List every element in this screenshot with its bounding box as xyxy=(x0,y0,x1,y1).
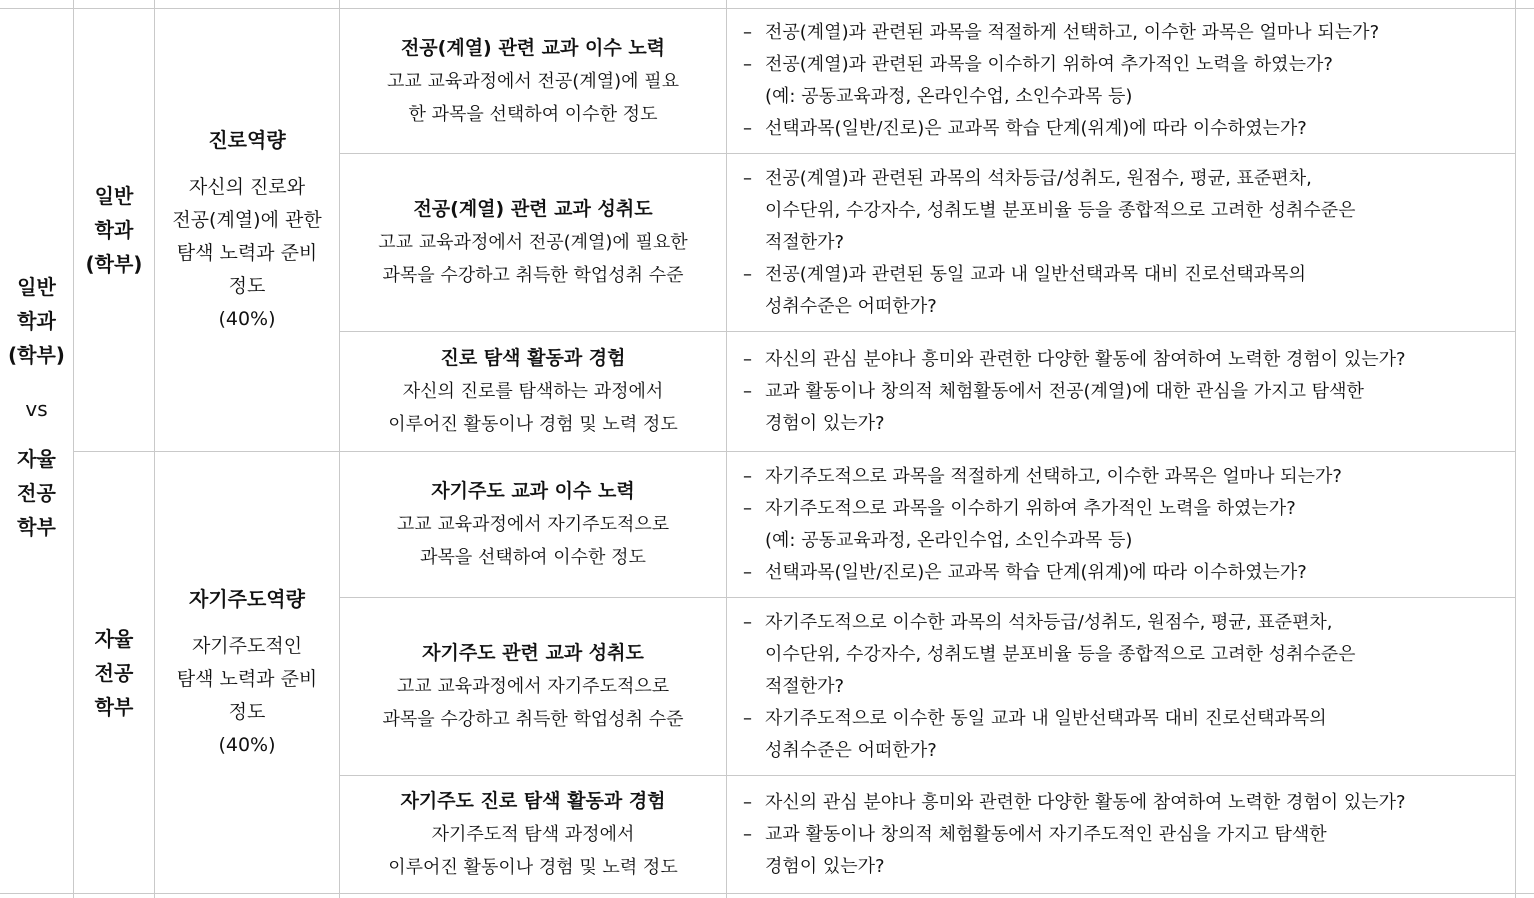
comparison-bottom-line: 학부 xyxy=(17,515,56,539)
question-continuation: 적절한가? xyxy=(765,675,845,697)
evaluation-item xyxy=(340,598,726,775)
question-text: 교과 활동이나 창의적 체험활동에서 전공(계열)에 대한 관심을 가지고 탐색한 xyxy=(765,380,1364,402)
competency-career xyxy=(155,9,339,451)
evaluation-item-title: 자기주도 교과 이수 노력 xyxy=(431,480,635,502)
dash-bullet: – xyxy=(743,118,752,139)
question-item xyxy=(727,787,1515,819)
free-major-line: 학부 xyxy=(94,694,134,719)
evaluation-questions xyxy=(727,332,1515,451)
evaluation-item-desc: 고교 교육과정에서 전공(계열)에 필요 xyxy=(386,70,680,92)
competency-desc-line: 전공(계열)에 관한 xyxy=(172,209,322,231)
evaluation-item-desc: 이루어진 활동이나 경험 및 노력 정도 xyxy=(388,414,678,435)
evaluation-item-desc: 고교 교육과정에서 자기주도적으로 xyxy=(396,514,670,535)
comparison-label xyxy=(0,270,73,600)
dash-bullet: – xyxy=(743,791,752,813)
evaluation-item-desc: 고교 교육과정에서 자기주도적으로 xyxy=(396,676,670,697)
question-item xyxy=(727,163,1515,259)
comparison-bottom-line: 자율 xyxy=(17,447,56,471)
question-text: 자기주도적으로 이수한 과목의 석차등급/성취도, 원점수, 평균, 표준편차, xyxy=(765,611,1333,633)
dash-bullet: – xyxy=(743,707,752,729)
grid-line xyxy=(1515,0,1516,898)
evaluation-item-title: 자기주도 관련 교과 성취도 xyxy=(422,642,644,664)
evaluation-item-desc: 이루어진 활동이나 경험 및 노력 정도 xyxy=(388,857,678,878)
comparison-bottom-line: 전공 xyxy=(17,481,56,505)
question-item xyxy=(727,259,1515,323)
grid-line xyxy=(0,893,1534,894)
evaluation-item xyxy=(340,154,726,331)
competency-desc-line: 자기주도적인 xyxy=(191,635,303,657)
question-text: 자기주도적으로 과목을 적절하게 선택하고, 이수한 과목은 얼마나 되는가? xyxy=(765,465,1342,487)
evaluation-questions xyxy=(727,154,1515,331)
question-text: 자신의 관심 분야나 흥미와 관련한 다양한 활동에 참여하여 노력한 경험이 있는가? xyxy=(765,348,1406,370)
question-item xyxy=(727,113,1515,145)
evaluation-item-desc: 자신의 진로를 탐색하는 과정에서 xyxy=(402,381,664,402)
dash-bullet: – xyxy=(743,22,752,43)
question-text: 전공(계열)과 관련된 과목을 이수하기 위하여 추가적인 노력을 하였는가? xyxy=(765,54,1333,75)
question-text: 선택과목(일반/진로)은 교과목 학습 단계(위계)에 따라 이수하였는가? xyxy=(765,561,1307,583)
evaluation-questions xyxy=(727,9,1515,153)
competency-title: 자기주도역량 xyxy=(189,587,305,611)
dash-bullet: – xyxy=(743,380,752,402)
question-text: 교과 활동이나 창의적 체험활동에서 자기주도적인 관심을 가지고 탐색한 xyxy=(765,823,1327,845)
evaluation-item-title: 전공(계열) 관련 교과 이수 노력 xyxy=(400,36,666,59)
evaluation-item-desc: 고교 교육과정에서 전공(계열)에 필요한 xyxy=(378,232,688,253)
question-continuation: (예: 공동교육과정, 온라인수업, 소인수과목 등) xyxy=(765,86,1133,107)
evaluation-item-desc: 자기주도적 탐색 과정에서 xyxy=(431,824,635,845)
question-continuation: 성취수준은 어떠한가? xyxy=(765,739,937,761)
evaluation-questions xyxy=(727,598,1515,775)
comparison-top-line: 일반 xyxy=(17,275,56,299)
question-item xyxy=(727,703,1515,767)
question-item xyxy=(727,461,1515,493)
dash-bullet: – xyxy=(743,348,752,370)
competency-desc-line: 정도 xyxy=(228,701,266,723)
question-item xyxy=(727,17,1515,49)
competency-title: 진로역량 xyxy=(208,128,286,152)
general-department-line: 학과 xyxy=(94,218,134,242)
evaluation-item-desc: 과목을 선택하여 이수한 정도 xyxy=(420,547,646,568)
question-item xyxy=(727,493,1515,557)
question-item xyxy=(727,376,1515,440)
competency-desc-line: 정도 xyxy=(228,275,266,297)
question-text: 선택과목(일반/진로)은 교과목 학습 단계(위계)에 따라 이수하였는가? xyxy=(765,118,1307,139)
question-item xyxy=(727,819,1515,883)
question-text: 전공(계열)과 관련된 과목의 석차등급/성취도, 원점수, 평균, 표준편차, xyxy=(765,167,1312,189)
question-continuation: 경험이 있는가? xyxy=(765,412,885,434)
question-item xyxy=(727,49,1515,113)
evaluation-item-desc: 과목을 수강하고 취득한 학업성취 수준 xyxy=(382,709,684,730)
dash-bullet: – xyxy=(743,611,752,633)
general-department-line: 일반 xyxy=(94,184,134,208)
evaluation-questions xyxy=(727,776,1515,893)
general-department-line: (학부) xyxy=(85,252,143,276)
competency-desc-line: 탐색 노력과 준비 xyxy=(176,242,318,264)
competency-self-directed xyxy=(155,452,339,893)
free-major-line: 전공 xyxy=(94,660,134,685)
competency-weight: (40%) xyxy=(218,308,276,330)
question-text: 자신의 관심 분야나 흥미와 관련한 다양한 활동에 참여하여 노력한 경험이 있는가? xyxy=(765,791,1406,813)
evaluation-item-title: 전공(계열) 관련 교과 성취도 xyxy=(413,198,653,220)
free-major-line: 자율 xyxy=(94,626,134,651)
evaluation-questions xyxy=(727,452,1515,597)
evaluation-item-title: 진로 탐색 활동과 경험 xyxy=(440,347,626,369)
dash-bullet: – xyxy=(743,465,752,487)
question-item xyxy=(727,344,1515,376)
competency-desc-line: 탐색 노력과 준비 xyxy=(176,668,318,690)
dash-bullet: – xyxy=(743,263,752,285)
comparison-top-line: (학부) xyxy=(8,343,65,367)
dash-bullet: – xyxy=(743,497,752,519)
evaluation-item xyxy=(340,9,726,153)
evaluation-item-desc: 한 과목을 선택하여 이수한 정도 xyxy=(408,103,658,125)
question-text: 자기주도적으로 과목을 이수하기 위하여 추가적인 노력을 하였는가? xyxy=(765,497,1296,519)
question-continuation: 이수단위, 수강자수, 성취도별 분포비율 등을 종합적으로 고려한 성취수준은 xyxy=(765,643,1356,665)
question-text: 자기주도적으로 이수한 동일 교과 내 일반선택과목 대비 진로선택과목의 xyxy=(765,707,1327,729)
evaluation-item xyxy=(340,332,726,451)
question-text: 전공(계열)과 관련된 과목을 적절하게 선택하고, 이수한 과목은 얼마나 되는가? xyxy=(765,22,1380,43)
question-item xyxy=(727,607,1515,703)
competency-weight: (40%) xyxy=(218,734,276,756)
comparison-top-line: 학과 xyxy=(17,309,56,333)
question-continuation: 적절한가? xyxy=(765,231,845,253)
free-major-label xyxy=(74,452,154,893)
comparison-vs: vs xyxy=(25,397,48,421)
question-item xyxy=(727,557,1515,589)
general-department-label xyxy=(74,9,154,451)
dash-bullet: – xyxy=(743,561,752,583)
evaluation-item-title: 자기주도 진로 탐색 활동과 경험 xyxy=(400,790,666,812)
question-continuation: 경험이 있는가? xyxy=(765,855,885,877)
question-text: 전공(계열)과 관련된 동일 교과 내 일반선택과목 대비 진로선택과목의 xyxy=(765,263,1306,285)
evaluation-item xyxy=(340,776,726,893)
dash-bullet: – xyxy=(743,823,752,845)
dash-bullet: – xyxy=(743,167,752,189)
dash-bullet: – xyxy=(743,54,752,75)
question-continuation: 성취수준은 어떠한가? xyxy=(765,295,937,317)
evaluation-item xyxy=(340,452,726,597)
evaluation-item-desc: 과목을 수강하고 취득한 학업성취 수준 xyxy=(382,265,684,286)
question-continuation: 이수단위, 수강자수, 성취도별 분포비율 등을 종합적으로 고려한 성취수준은 xyxy=(765,199,1356,221)
question-continuation: (예: 공동교육과정, 온라인수업, 소인수과목 등) xyxy=(765,529,1133,551)
competency-desc-line: 자신의 진로와 xyxy=(188,176,306,198)
